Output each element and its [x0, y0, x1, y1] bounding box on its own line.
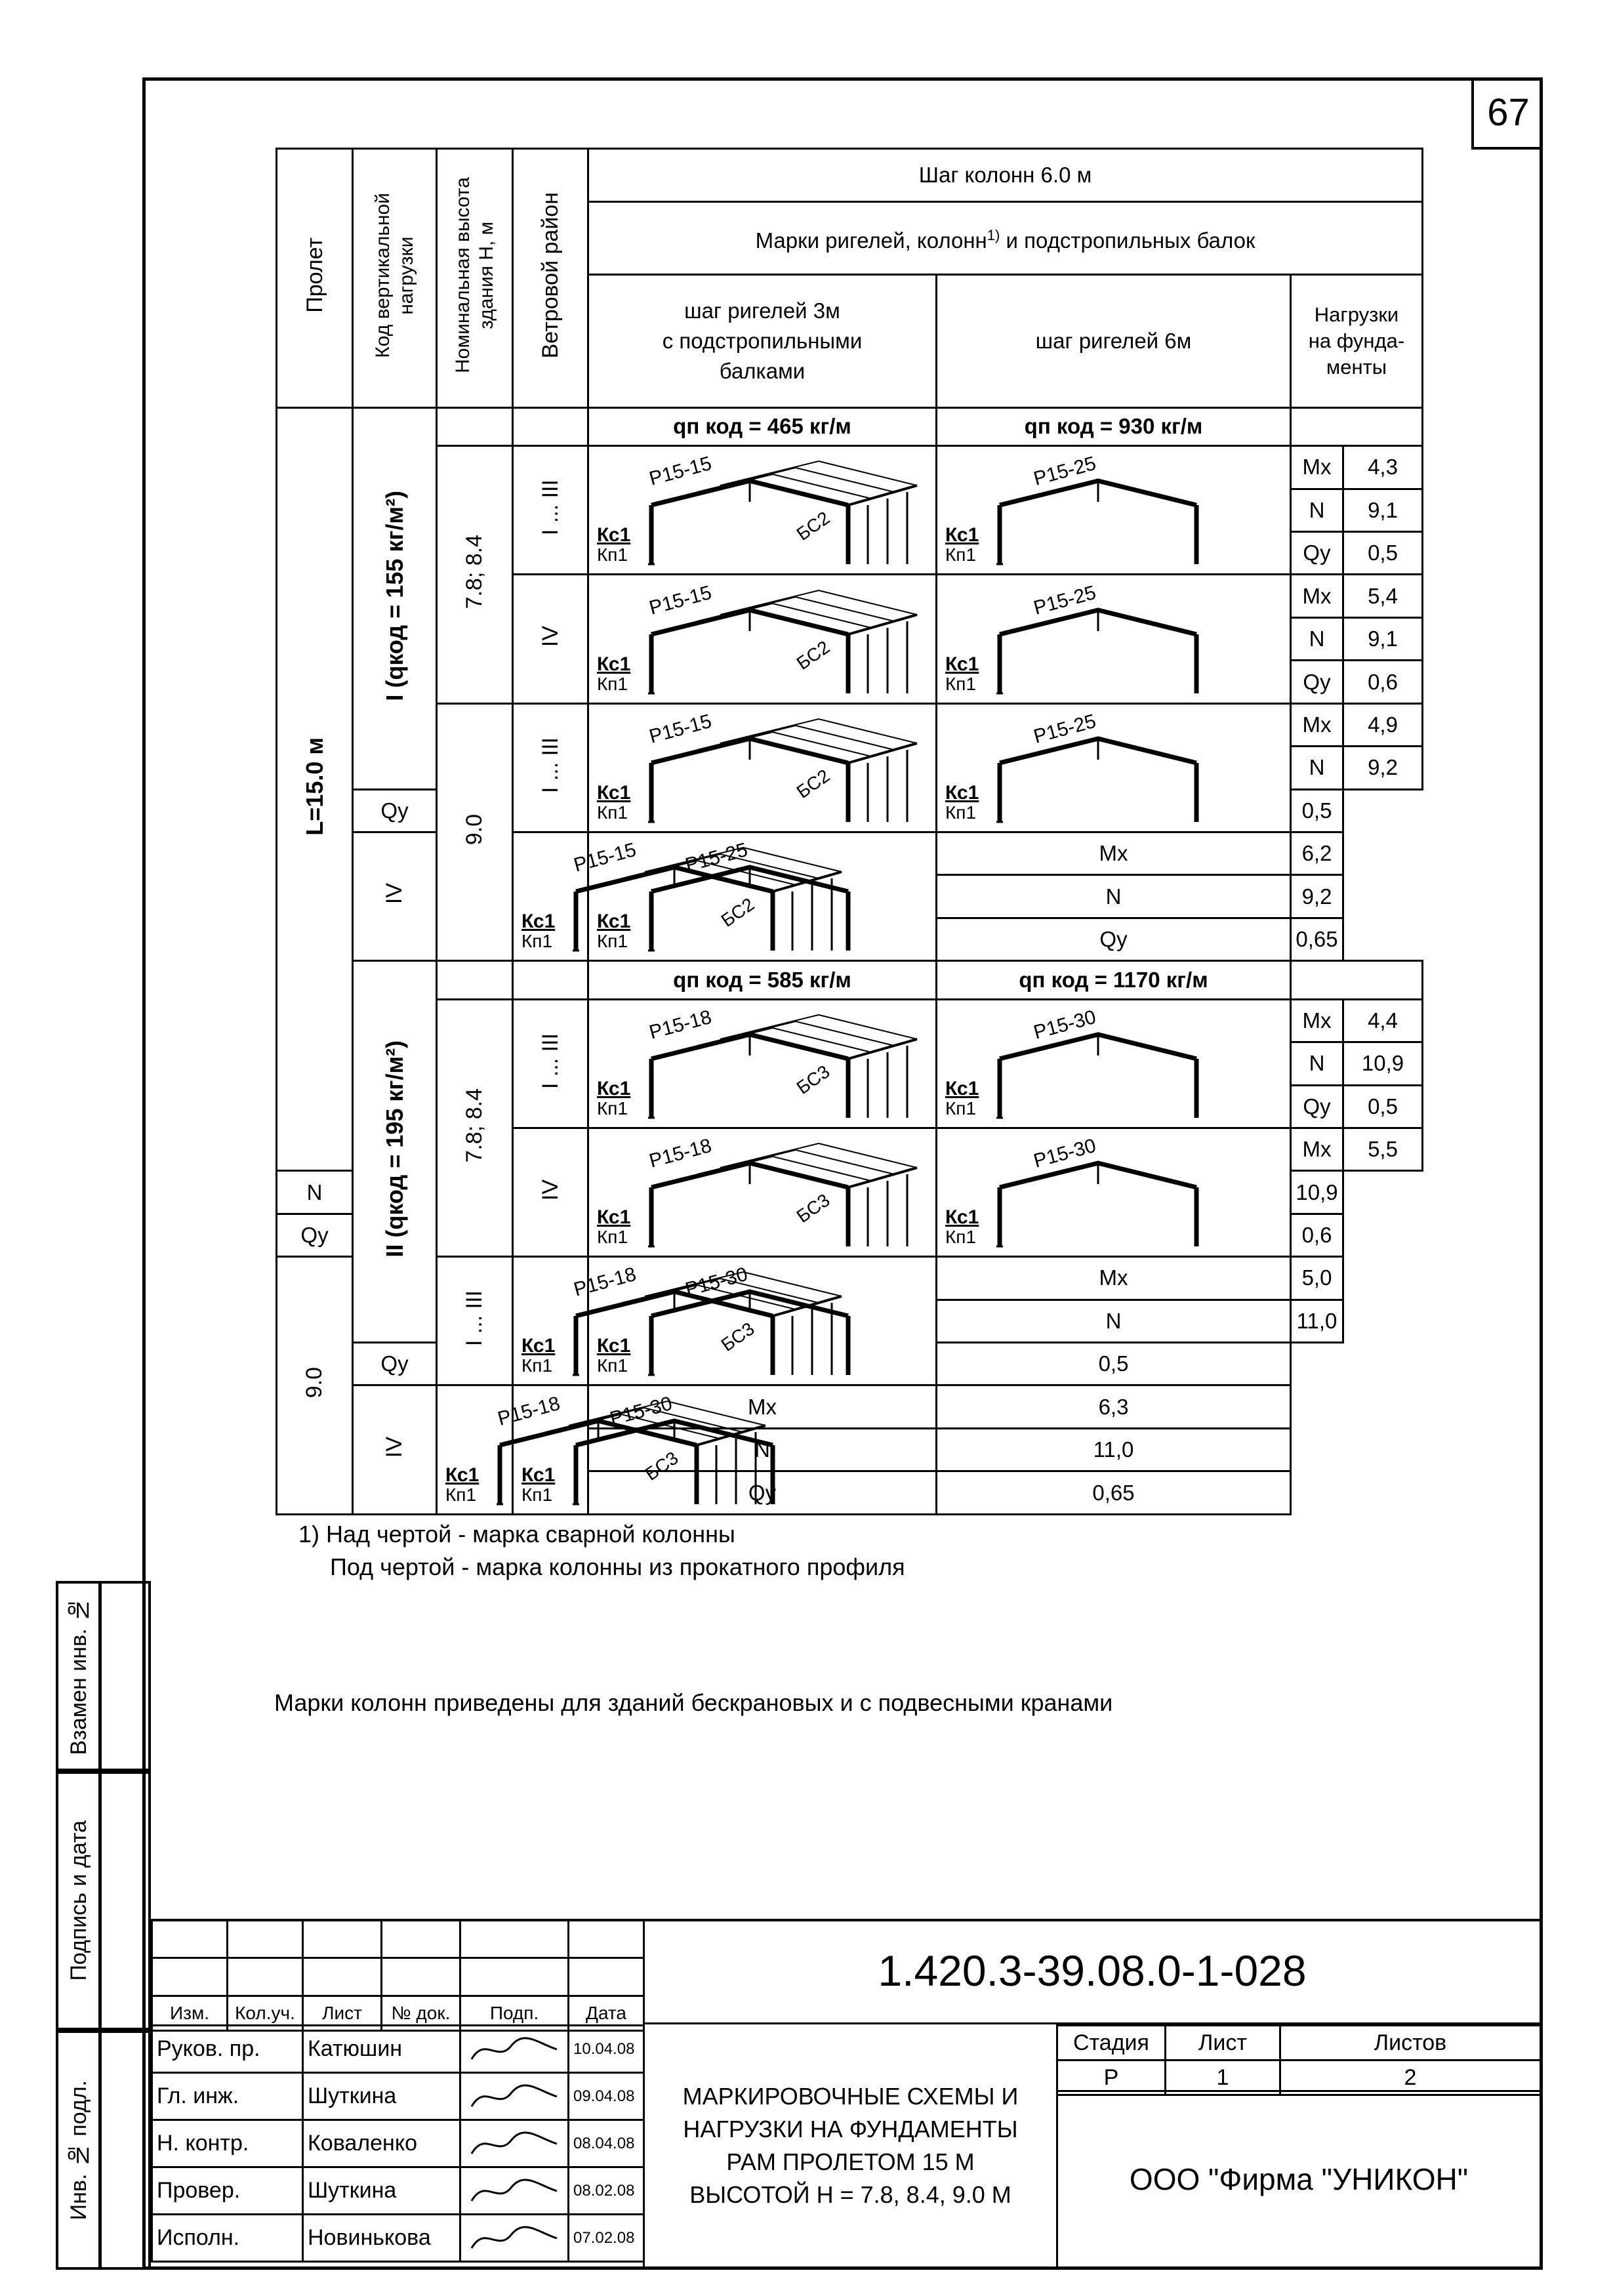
load-value-mx: 4,4: [1343, 999, 1423, 1042]
load-label-qy: Qy: [1291, 532, 1343, 575]
side-signature-box: [56, 1771, 102, 2030]
frame-outline: [996, 610, 1196, 693]
table-row: [277, 1257, 1423, 1300]
qp-load-step6: qп код = 930 кг/м: [937, 407, 1291, 446]
column-mark-rolled: Кп1: [597, 673, 628, 694]
side-inv-label: Инв. № подл.: [66, 2080, 91, 2221]
header-height: Номинальная высота здания Н, м: [437, 149, 513, 408]
wind-value: I ... III: [537, 1033, 563, 1089]
height-cell: [277, 1257, 353, 1515]
header-step3: шаг ригелей 3м с подстропильными балками: [588, 275, 937, 407]
signature-scribble: [465, 2219, 563, 2258]
height-value: 7.8; 8.4: [462, 1088, 487, 1163]
frame-outline: [996, 1035, 1196, 1118]
height-value: 7.8; 8.4: [462, 535, 487, 609]
scheme-step6-cell: [937, 1128, 1291, 1257]
load-value-n: 10,9: [1343, 1042, 1423, 1085]
signer-name: Катюшин: [303, 2026, 460, 2073]
load-value-qy: 0,5: [1343, 532, 1423, 575]
page-number: 67: [1471, 77, 1543, 150]
stamp-head-cell: Лист: [303, 1996, 382, 2031]
column-mark-welded: Кс1: [445, 1464, 480, 1486]
scheme-step3-cell: [588, 575, 937, 703]
load-value-mx: 4,9: [1343, 703, 1423, 746]
signature: [460, 2073, 569, 2120]
signature: [460, 2215, 569, 2262]
column-mark-welded: Кс1: [945, 1206, 979, 1229]
load-value-mx: 6,2: [1291, 832, 1343, 874]
column-mark-welded: Кс1: [597, 1335, 631, 1357]
load-code-cell: [353, 961, 437, 1343]
footnote-2: Под чертой - марка колонны из прокатного профиля: [330, 1553, 905, 1580]
header-marks: Марки ригелей, колонн$^{1)}$ и подстропильных балок: [588, 201, 1423, 274]
signer-name: Коваленко: [303, 2120, 460, 2167]
stage-table: [1056, 2024, 1542, 2096]
signatures-table: [151, 2024, 645, 2263]
column-mark-welded: Кс1: [597, 781, 631, 804]
signature-row: [152, 2215, 644, 2262]
load-label-mx: Mx: [1291, 1128, 1343, 1171]
wind-value: I ... III: [462, 1290, 487, 1347]
stamp-head-cell: Подп.: [460, 1996, 569, 2031]
load-value-mx: 6,3: [937, 1385, 1291, 1428]
qp-load-step3: qп код = 465 кг/м: [588, 407, 937, 446]
company-name: ООО "Фирма "УНИКОН": [1056, 2090, 1540, 2266]
revision-grid: [151, 1919, 645, 2032]
frame-scheme-step6: [589, 836, 930, 957]
beam-mark: Р15-25: [683, 838, 750, 876]
column-mark-welded: Кс1: [945, 1077, 979, 1099]
wind-value: IV: [382, 1437, 407, 1458]
load-label-mx: Mx: [1291, 575, 1343, 617]
load-value-mx: 5,4: [1343, 575, 1423, 617]
side-replaced-label: Взамен инв. №: [66, 1597, 91, 1755]
load-code-cell: [353, 407, 437, 789]
wind-cell: [437, 1257, 513, 1385]
sign-date: 10.04.08: [569, 2026, 644, 2073]
frame-scheme-step3: [589, 449, 930, 571]
sub-beam-mark: БС2: [792, 765, 834, 802]
beam-mark: Р15-15: [647, 453, 714, 491]
header-span: Пролет: [277, 149, 353, 408]
loads-blank: [1291, 961, 1423, 1000]
column-mark-rolled: Кп1: [945, 673, 977, 694]
sub-beam-mark: БС3: [792, 1061, 834, 1098]
load-value-n: 9,1: [1343, 617, 1423, 660]
sub-beam-mark: БС2: [792, 636, 834, 674]
frame-scheme-step3: [589, 579, 930, 700]
load-label-n: N: [1291, 617, 1343, 660]
wind-value: I ... III: [537, 737, 563, 793]
column-mark-rolled: Кп1: [521, 1355, 553, 1376]
sub-beam-mark: БС3: [641, 1447, 682, 1485]
load-label-mx: Mx: [937, 832, 1291, 874]
load-label-qy: Qy: [277, 1214, 353, 1256]
load-label-n: N: [1291, 747, 1343, 789]
sub-beam-mark: БС2: [792, 508, 834, 545]
signature-stroke: [472, 2132, 557, 2153]
beam-mark: Р15-30: [1031, 1134, 1099, 1172]
load-value-mx: 5,0: [1291, 1257, 1343, 1300]
header-step6: шаг ригелей 6м: [937, 275, 1291, 407]
sign-date: 08.04.08: [569, 2120, 644, 2167]
beam-mark: Р15-15: [647, 710, 714, 748]
height-cell: [437, 446, 513, 703]
signer-role: Провер.: [152, 2167, 303, 2215]
load-value-qy: 0,6: [1343, 661, 1423, 703]
span-value: L=15.0 м: [300, 737, 328, 836]
beam-mark: Р15-18: [647, 1134, 714, 1172]
sub-beam-mark: БС3: [792, 1189, 834, 1227]
frame-scheme-step6: [937, 579, 1278, 700]
sheet-value: 1: [1166, 2060, 1280, 2095]
sheets-label: Листов: [1280, 2026, 1541, 2060]
beam-mark: Р15-25: [1031, 581, 1099, 619]
scheme-step3-cell: [588, 703, 937, 832]
signer-role: Гл. инж.: [152, 2073, 303, 2120]
load-value-qy: 0,5: [1291, 789, 1343, 832]
frame-scheme-step3: [589, 1003, 930, 1124]
frame-outline: [996, 481, 1196, 564]
column-mark-welded: Кс1: [945, 653, 979, 675]
column-mark-welded: Кс1: [521, 911, 556, 933]
stage-value: Р: [1057, 2060, 1166, 2095]
wind-cell: [513, 446, 588, 575]
column-mark-rolled: Кп1: [597, 544, 628, 565]
stamp-head-cell: Кол.уч.: [228, 1996, 303, 2031]
load-value-n: 11,0: [1291, 1300, 1343, 1342]
column-mark-welded: Кс1: [597, 1077, 631, 1099]
scheme-step3-cell: [588, 999, 937, 1128]
signature-scribble: [465, 2171, 563, 2211]
table-row: [277, 703, 1423, 746]
load-value-qy: 0,65: [937, 1471, 1291, 1515]
frame-scheme-step3: [589, 707, 930, 829]
beam-mark: Р15-18: [571, 1263, 639, 1302]
wind-value: IV: [537, 1179, 563, 1200]
side-signature-field: [98, 1771, 151, 2030]
column-mark-rolled: Кп1: [521, 931, 553, 952]
wind-value: IV: [537, 626, 563, 647]
table-body: [277, 407, 1423, 1514]
wind-cell: [513, 575, 588, 703]
load-value-n: 9,1: [1343, 489, 1423, 531]
scheme-step6-cell: [937, 446, 1291, 575]
load-label-qy: Qy: [1291, 1085, 1343, 1128]
header-column-step: Шаг колонн 6.0 м: [588, 149, 1423, 202]
load-label-n: N: [1291, 1042, 1343, 1085]
load-value-mx: 5,5: [1343, 1128, 1423, 1171]
frames-table: [276, 148, 1423, 1515]
signature: [460, 2026, 569, 2073]
load-label-qy: Qy: [353, 1343, 437, 1385]
wind-cell: [513, 999, 588, 1128]
load-label-qy: Qy: [353, 789, 437, 832]
side-inv-field: [98, 2030, 151, 2270]
load-value-n: 11,0: [937, 1428, 1291, 1471]
span-cell: [277, 407, 353, 1171]
side-replaced-box: [56, 1581, 102, 1771]
signer-role: Исполн.: [152, 2215, 303, 2262]
frame-scheme-step6: [937, 1003, 1278, 1124]
signature-stroke: [472, 2226, 557, 2247]
wind-cell: [513, 703, 588, 832]
column-mark-rolled: Кп1: [597, 1097, 628, 1118]
column-mark-welded: Кс1: [521, 1335, 556, 1357]
stamp-head-cell: № док.: [382, 1996, 460, 2031]
load-label-qy: Qy: [1291, 661, 1343, 703]
beam-mark: Р15-25: [1031, 453, 1099, 491]
load-label-qy: Qy: [588, 1471, 937, 1515]
frame-scheme-step6: [937, 1132, 1278, 1253]
beam-mark: Р15-15: [647, 581, 714, 619]
height-value: 9.0: [302, 1367, 327, 1399]
wind-cell: [353, 1385, 437, 1515]
qp-load-step6: qп код = 1170 кг/м: [937, 961, 1291, 1000]
signature-stroke: [472, 2085, 557, 2106]
scheme-step6-cell: [588, 1257, 937, 1385]
wind-blank: [513, 407, 588, 446]
column-mark-welded: Кс1: [597, 653, 631, 675]
scheme-step3-cell: [588, 446, 937, 575]
header-load-code: Код вертикальной нагрузки: [353, 149, 437, 408]
sign-date: 09.04.08: [569, 2073, 644, 2120]
sheet-label: Лист: [1166, 2026, 1280, 2060]
wind-cell: [353, 832, 437, 960]
wind-value: I ... III: [537, 480, 563, 536]
load-label-mx: Mx: [937, 1257, 1291, 1300]
scheme-step6-cell: [588, 832, 937, 960]
frame-outline: [996, 1163, 1196, 1246]
signature-row: [152, 2026, 644, 2073]
sign-date: 08.02.08: [569, 2167, 644, 2215]
load-label-mx: Mx: [1291, 446, 1343, 489]
load-label-n: N: [937, 1300, 1291, 1342]
document-title: МАРКИРОВОЧНЫЕ СХЕМЫ И НАГРУЗКИ НА ФУНДАМЕНТЫ РАМ ПРОЛЕТОМ 15 М ВЫСОТОЙ Н = 7.8, 8.4, 9.0 М: [643, 2024, 1056, 2266]
column-mark-welded: Кс1: [597, 911, 631, 933]
wind-cell: [513, 1128, 588, 1257]
column-mark-rolled: Кп1: [597, 1227, 628, 1248]
column-mark-welded: Кс1: [597, 524, 631, 546]
signature-row: [152, 2167, 644, 2215]
load-value-n: 10,9: [1291, 1171, 1343, 1214]
load-value-qy: 0,5: [937, 1343, 1291, 1385]
column-mark-welded: Кс1: [945, 524, 979, 546]
column-mark-rolled: Кп1: [521, 1484, 553, 1505]
table-row: [277, 446, 1423, 489]
side-replaced-field: [98, 1581, 151, 1771]
sub-beam-mark: БС2: [717, 893, 758, 931]
column-mark-rolled: Кп1: [945, 1097, 977, 1118]
frame-scheme-step3: [589, 1132, 930, 1253]
signature-scribble: [465, 2077, 563, 2116]
load-code-value: I (qкод = 155 кг/м²): [380, 490, 408, 701]
beam-mark: Р15-30: [683, 1263, 750, 1302]
column-mark-rolled: Кп1: [945, 802, 977, 823]
side-signature-label: Подпись и дата: [66, 1820, 91, 1981]
frame-scheme-step6: [589, 1260, 930, 1382]
column-mark-rolled: Кп1: [597, 802, 628, 823]
signature-row: [152, 2073, 644, 2120]
height-blank: [437, 961, 513, 1000]
signature-scribble: [465, 2124, 563, 2163]
beam-mark: Р15-18: [495, 1392, 563, 1430]
signature-stroke: [472, 2179, 557, 2200]
load-label-n: N: [1291, 489, 1343, 531]
frame-scheme-step6: [937, 449, 1278, 571]
beam-mark: Р15-30: [607, 1392, 675, 1430]
stage-label: Стадия: [1057, 2026, 1166, 2060]
height-value: 9.0: [462, 813, 487, 846]
load-label-n: N: [937, 875, 1291, 918]
column-mark-rolled: Кп1: [945, 1227, 977, 1248]
loads-blank: [1291, 407, 1423, 446]
general-note: Марки колонн приведены для зданий бескрановых и с подвесными кранами: [274, 1689, 1113, 1716]
column-mark-rolled: Кп1: [945, 544, 977, 565]
signer-name: Шуткина: [303, 2167, 460, 2215]
header-loads: Нагрузки на фунда- менты: [1291, 275, 1423, 407]
signature-row: [152, 2120, 644, 2167]
sheets-value: 2: [1280, 2060, 1541, 2095]
header-wind: Ветровой район: [513, 149, 588, 408]
stamp-head-cell: Изм.: [152, 1996, 228, 2031]
load-value-qy: 0,6: [1291, 1214, 1343, 1256]
column-mark-welded: Кс1: [597, 1206, 631, 1229]
signature: [460, 2167, 569, 2215]
beam-mark: Р15-25: [1031, 710, 1099, 748]
column-mark-welded: Кс1: [945, 781, 979, 804]
height-cell: [437, 703, 513, 960]
wind-value: IV: [382, 883, 407, 905]
side-inv-box: [56, 2030, 102, 2270]
load-value-n: 9,2: [1343, 747, 1423, 789]
height-blank: [437, 407, 513, 446]
column-mark-rolled: Кп1: [445, 1484, 477, 1505]
document-code: 1.420.3-39.08.0-1-028: [643, 1919, 1540, 2024]
qp-load-step3: qп код = 585 кг/м: [588, 961, 937, 1000]
sub-beam-mark: БС3: [717, 1318, 758, 1356]
beam-mark: Р15-30: [1031, 1006, 1099, 1044]
load-value-qy: 0,65: [1291, 918, 1343, 960]
column-mark-welded: Кс1: [521, 1464, 556, 1486]
signature-scribble: [465, 2030, 563, 2069]
wind-blank: [513, 961, 588, 1000]
load-value-qy: 0,5: [1343, 1085, 1423, 1128]
load-value-mx: 4,3: [1343, 446, 1423, 489]
title-block: [151, 1919, 1540, 2266]
load-code-value: II (qкод = 195 кг/м²): [380, 1040, 408, 1258]
scheme-step6-cell: [937, 703, 1291, 832]
frame-scheme-step6: [937, 707, 1278, 829]
column-mark-rolled: Кп1: [597, 1355, 628, 1376]
signer-role: Н. контр.: [152, 2120, 303, 2167]
stamp-head-cell: Дата: [569, 1996, 644, 2031]
frame-outline: [996, 739, 1196, 822]
load-label-mx: Mx: [588, 1385, 937, 1428]
load-label-n: N: [277, 1171, 353, 1214]
table-row: [277, 1385, 1423, 1428]
load-label-mx: Mx: [1291, 999, 1343, 1042]
signature: [460, 2120, 569, 2167]
height-cell: [437, 999, 513, 1256]
beam-mark: Р15-15: [571, 838, 639, 876]
load-label-qy: Qy: [937, 918, 1291, 960]
signer-name: Новинькова: [303, 2215, 460, 2262]
footnote-1: 1) Над чертой - марка сварной колонны: [298, 1521, 735, 1548]
load-label-mx: Mx: [1291, 703, 1343, 746]
signature-stroke: [472, 2038, 557, 2059]
signer-name: Шуткина: [303, 2073, 460, 2120]
column-mark-rolled: Кп1: [597, 931, 628, 952]
beam-mark: Р15-18: [647, 1006, 714, 1044]
signer-role: Руков. пр.: [152, 2026, 303, 2073]
table-row: [277, 999, 1423, 1042]
scheme-step6-cell: [937, 999, 1291, 1128]
scheme-step6-cell: [937, 575, 1291, 703]
load-value-n: 9,2: [1291, 875, 1343, 918]
sign-date: 07.02.08: [569, 2215, 644, 2262]
scheme-step3-cell: [588, 1128, 937, 1257]
load-label-n: N: [588, 1428, 937, 1471]
